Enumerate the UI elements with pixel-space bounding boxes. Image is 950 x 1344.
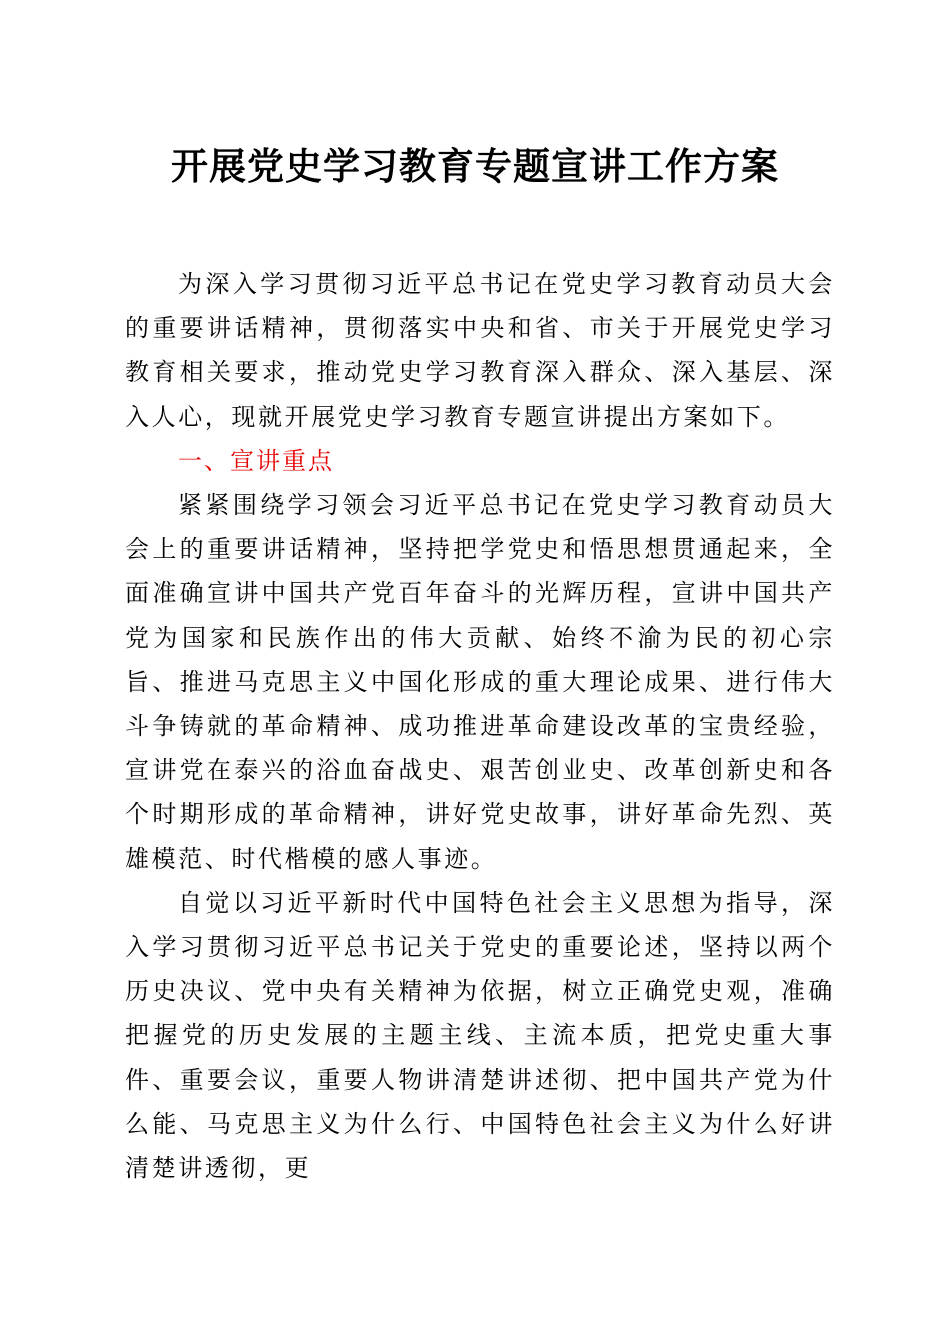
- section-heading-1: 一、宣讲重点: [178, 446, 334, 475]
- intro-paragraph: 为深入学习贯彻习近平总书记在党史学习教育动员大会的重要讲话精神，贯彻落实中央和省、市关于开展党史学习教育相关要求，推动党史学习教育深入群众、深入基层、深入人心，现就开展党史学习教育专题宣讲提出方案如下。: [125, 270, 835, 431]
- document-body: [125, 262, 835, 1190]
- section-1-paragraph-1: 紧紧围绕学习领会习近平总书记在党史学习教育动员大会上的重要讲话精神，坚持把学党史和悟思想贯通起来，全面准确宣讲中国共产党百年奋斗的光辉历程，宣讲中国共产党为国家和民族作出的伟大贡献、始终不渝为民的初心宗旨、推进马克思主义中国化形成的重大理论成果、进行伟大斗争铸就的革命精神、成功推进革命建设改革的宝贵经验，宣讲党在泰兴的浴血奋战史、艰苦创业史、改革创新史和各个时期形成的革命精神，讲好党史故事，讲好革命先烈、英雄模范、时代楷模的感人事迹。: [125, 491, 835, 873]
- document-title: 开展党史学习教育专题宣讲工作方案: [171, 144, 779, 188]
- section-1-paragraph-2: 自觉以习近平新时代中国特色社会主义思想为指导，深入学习贯彻习近平总书记关于党史的重要论述，坚持以两个历史决议、党中央有关精神为依据，树立正确党史观，准确把握党的历史发展的主题主线、主流本质，把党史重大事件、重要会议，重要人物讲清楚讲述彻、把中国共产党为什么能、马克思主义为什么行、中国特色社会主义为什么好讲清楚讲透彻，更: [125, 888, 835, 1183]
